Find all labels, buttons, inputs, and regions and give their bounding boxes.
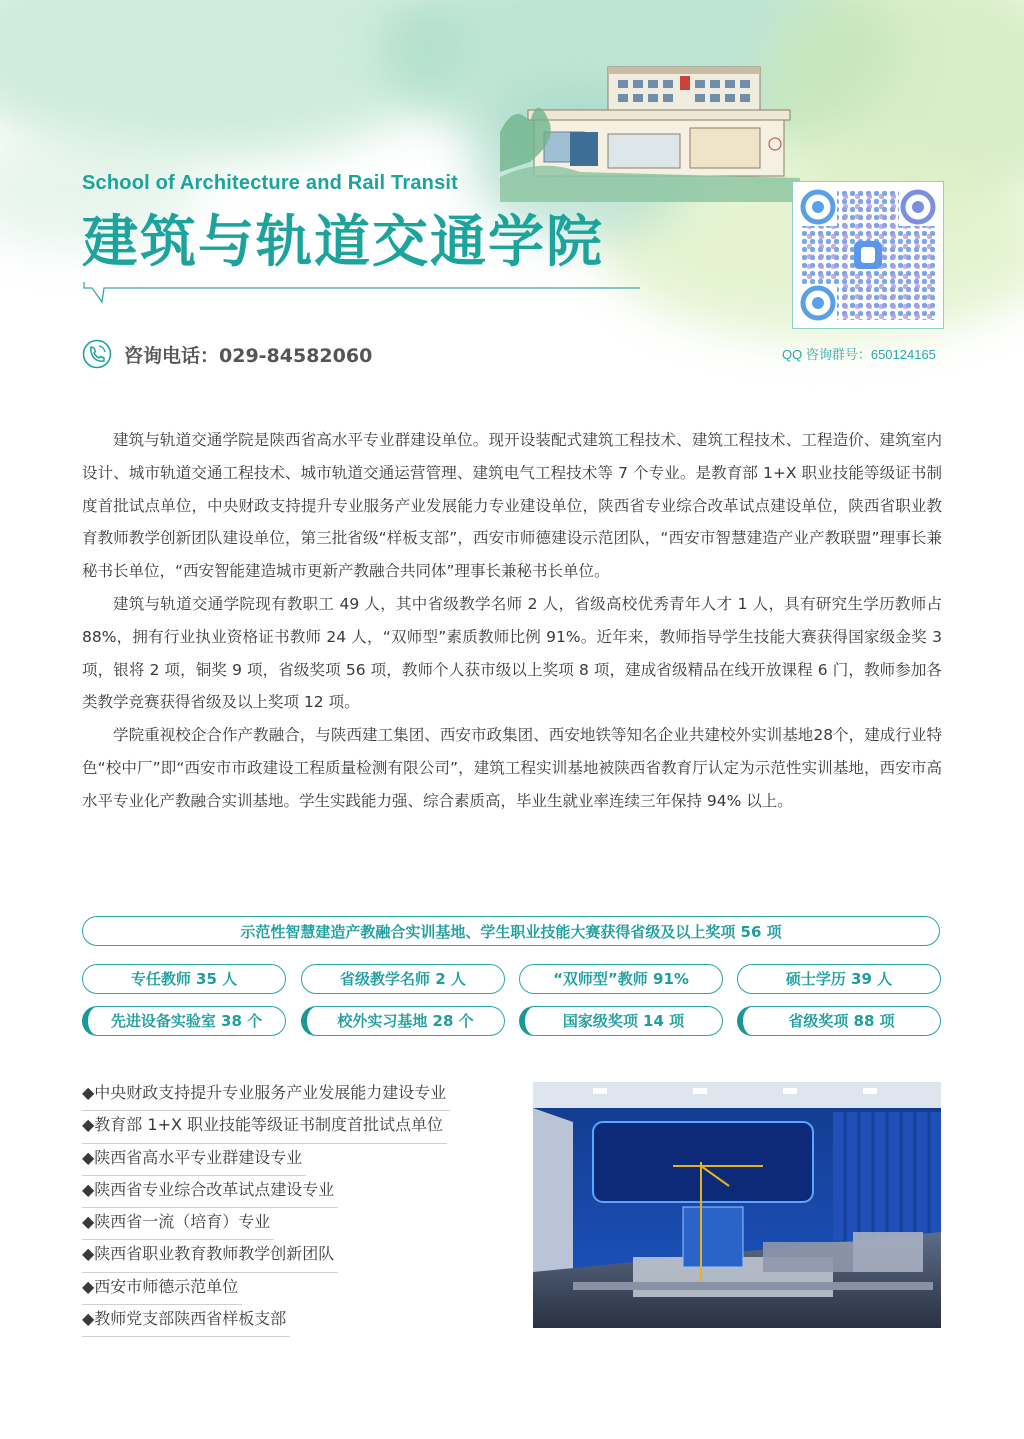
list-item: ◆中央财政支持提升专业服务产业发展能力建设专业 xyxy=(82,1079,450,1111)
stat-pill: 校外实习基地 28 个 xyxy=(301,1006,505,1036)
phone-number: 咨询电话：029-84582060 xyxy=(124,345,373,367)
list-item: ◆陕西省一流（培育）专业 xyxy=(82,1208,274,1240)
qr-code[interactable] xyxy=(792,181,944,329)
stat-pill: 专任教师 35 人 xyxy=(82,964,286,994)
intro-paragraph: 建筑与轨道交通学院是陕西省高水平专业群建设单位。现开设装配式建筑工程技术、建筑工程技术、工程造价、建筑室内设计、城市轨道交通工程技术、城市轨道交通运营管理、建筑电气工程技术等 7 个专业。是教育部 1+X 职业技能等级证书制度首批试点单位，中央财政支持提升专业服务产业发展能力专业建设单位，陕西省专业综合改革试点建设单位，陕西省职业教育教师教学创新团队建设单位，第三批省级“样板支部”，西安市师德建设示范团队，“西安市智慧建造产业产教联盟”理事长兼秘书长单位，“西安智能建造城市更新产教融合共同体”理事长兼秘书长单位。 xyxy=(82,431,942,581)
stat-pill: “双师型”教师 91% xyxy=(519,964,723,994)
stat-pill: 硕士学历 39 人 xyxy=(737,964,941,994)
list-item: ◆教师党支部陕西省样板支部 xyxy=(82,1305,290,1337)
phone-icon xyxy=(82,339,112,369)
highlight-banner: 示范性智慧建造产教融合实训基地、学生职业技能大赛获得省级及以上奖项 56 项 xyxy=(82,916,940,946)
list-item: ◆西安市师德示范单位 xyxy=(82,1273,242,1305)
english-title: School of Architecture and Rail Transit xyxy=(82,172,459,194)
list-item: ◆陕西省职业教育教师教学创新团队 xyxy=(82,1240,338,1272)
list-item: ◆教育部 1+X 职业技能等级证书制度首批试点单位 xyxy=(82,1111,447,1143)
stat-pill: 国家级奖项 14 项 xyxy=(519,1006,723,1036)
training-lab-photo xyxy=(533,1082,941,1328)
stat-pill: 先进设备实验室 38 个 xyxy=(82,1006,286,1036)
campus-gate-illustration xyxy=(500,62,800,202)
chinese-title: 建筑与轨道交通学院 xyxy=(82,210,604,275)
title-underline xyxy=(82,282,642,306)
list-item: ◆陕西省专业综合改革试点建设专业 xyxy=(82,1176,338,1208)
intro-text xyxy=(82,424,942,818)
stat-pill: 省级奖项 88 项 xyxy=(737,1006,941,1036)
stat-pill: 省级教学名师 2 人 xyxy=(301,964,505,994)
list-item: ◆陕西省高水平专业群建设专业 xyxy=(82,1144,306,1176)
intro-paragraph: 学院重视校企合作产教融合，与陕西建工集团、西安市政集团、西安地铁等知名企业共建校外实训基地28个，建成行业特色“校中厂”即“西安市市政建设工程质量检测有限公司”，建筑工程实训基地被陕西省教育厅认定为示范性实训基地，西安市高水平专业化产教融合实训基地。学生实践能力强、综合素质高，毕业生就业率连续三年保持 94% 以上。 xyxy=(82,726,942,810)
honors-list xyxy=(82,1079,502,1337)
qq-group-label: QQ 咨询群号：650124165 xyxy=(782,347,936,362)
intro-paragraph: 建筑与轨道交通学院现有教职工 49 人，其中省级教学名师 2 人，省级高校优秀青年人才 1 人，具有研究生学历教师占 88%，拥有行业执业资格证书教师 24 人，“双师型”素质教师比例 91%。近年来，教师指导学生技能大赛获得国家级金奖 3 项，银将 2 项，铜奖 9 项，省级奖项 56 项，教师个人获市级以上奖项 8 项，建成省级精品在线开放课程 6 门，教师参加各类教学竞赛获得省级及以上奖项 12 项。 xyxy=(82,594,942,712)
